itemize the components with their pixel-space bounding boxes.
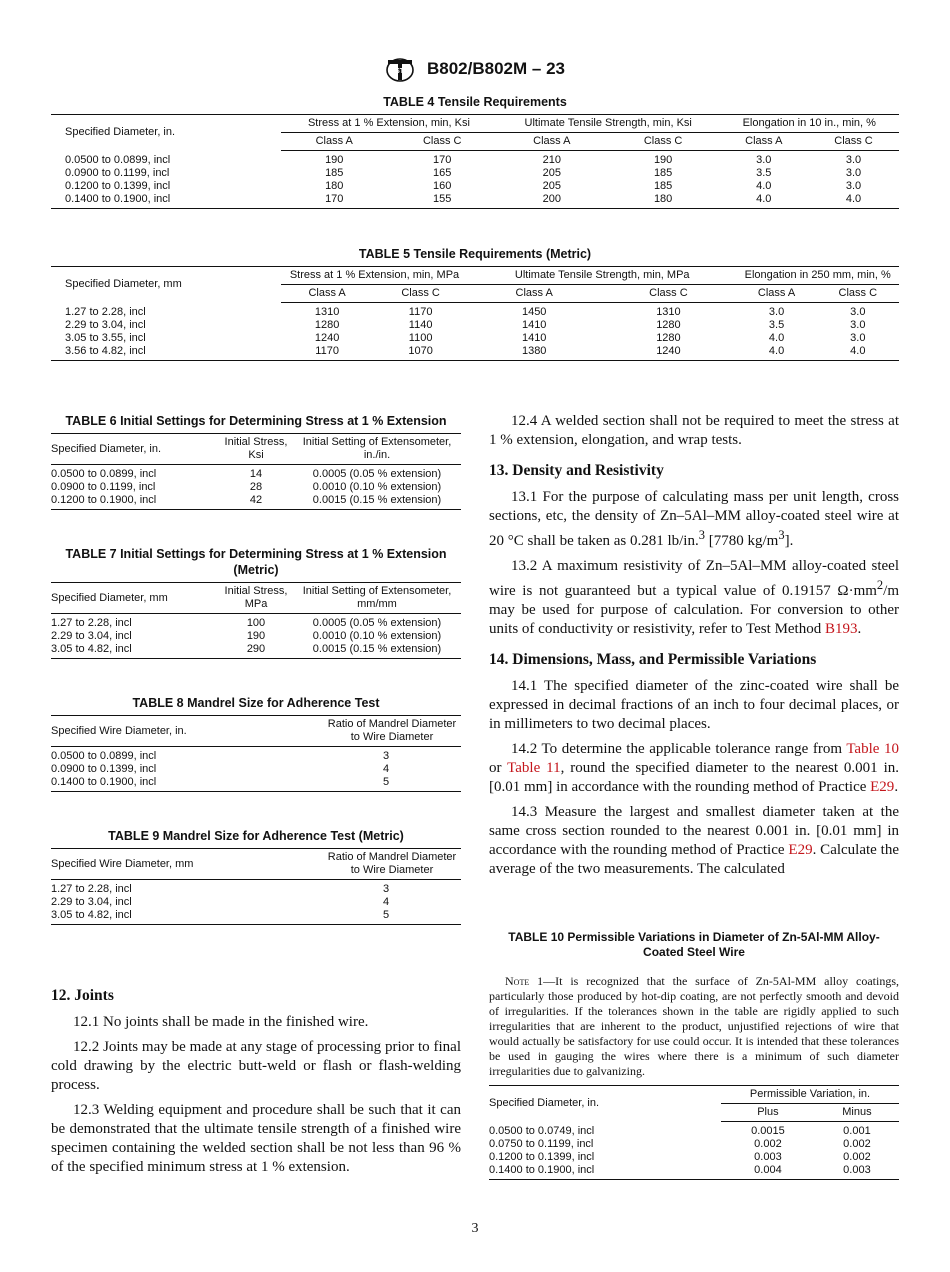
document-title: B802/B802M – 23 (427, 59, 565, 78)
table-cell: 2.29 to 3.04, incl (65, 319, 146, 331)
table-9 (51, 848, 461, 925)
table-cell: 3 (382, 750, 390, 762)
table-row (51, 763, 461, 776)
text-run: ]. (784, 533, 794, 549)
table-cell: 1.27 to 2.28, incl (65, 305, 146, 318)
table-subheader: Class C (817, 285, 899, 303)
table-6-block (51, 413, 461, 510)
table-cell: 185 (653, 167, 673, 179)
table-header: Initial Setting of Extensometer, in./in. (293, 434, 461, 465)
text-run: . (857, 621, 862, 637)
table-9-caption: TABLE 9 Mandrel Size for Adherence Test (Metric) (108, 829, 404, 843)
table-header: Elongation in 10 in., min, % (720, 115, 899, 133)
note-label: Note 1 (505, 974, 544, 988)
paragraph-13-2 (489, 557, 899, 639)
table-row (489, 1138, 899, 1151)
paragraph-12-4: 12.4 A welded section shall not be required to meet the stress at 1 % extension, elongation, and wrap tests. (489, 413, 899, 448)
table-cell: 0.001 (843, 1125, 871, 1137)
table-cell: 1380 (468, 345, 600, 361)
table-cell: 170 (433, 154, 452, 166)
table-cell: 0.0900 to 0.1199, incl (51, 481, 156, 493)
text-run: 14.3 Measure the largest and smallest diameter taken at the same cross section rounded to the nearest 0.001 in. [0.01 mm] in accordance with the rounding method of Practice (489, 804, 899, 858)
table-cell: 0.0015 (0.15 % extension) (293, 643, 461, 659)
table-cell: 3.05 to 4.82, incl (51, 643, 219, 659)
table-cell: 4.0 (808, 193, 899, 209)
table-5-caption: TABLE 5 Tensile Requirements (Metric) (358, 247, 592, 261)
table-header: Ultimate Tensile Strength, min, MPa (468, 267, 736, 285)
table-subheader: Class C (373, 285, 468, 303)
table-header: Stress at 1 % Extension, min, MPa (281, 267, 468, 285)
table-cell: 0.0500 to 0.0899, incl (65, 153, 171, 166)
page-header (0, 56, 950, 82)
text-run: 14.2 To determine the applicable tolerance range from (511, 741, 847, 757)
table-cell: 4 (382, 896, 390, 908)
table-cell: 290 (219, 643, 293, 659)
paragraph-12-2: 12.2 Joints may be made at any stage of processing prior to final cold drawing by the electric butt-weld or flash or flash-welding process. (51, 1039, 461, 1093)
text-run: /m may be used for purpose of calculation. For conversion to other units of conductivity or resistivity, refer to Test Method (489, 583, 899, 637)
table-header: Specified Wire Diameter, mm (51, 849, 311, 880)
table-cell: 0.002 (843, 1138, 871, 1150)
table-cell: 160 (433, 180, 452, 192)
table-cell: 200 (497, 193, 607, 209)
table-row (51, 643, 461, 659)
table-cell: 1140 (408, 319, 433, 331)
table-cell: 185 (653, 180, 673, 192)
table-cell: 3.0 (756, 154, 772, 166)
table-row (51, 896, 461, 909)
table-10 (489, 1085, 899, 1180)
table-row (51, 303, 899, 320)
table-cell: 0.0900 to 0.1199, incl (65, 167, 170, 179)
reference-link-e29[interactable]: E29 (870, 779, 895, 795)
table-header: Specified Diameter, mm (51, 267, 281, 303)
table-cell: 185 (325, 167, 344, 179)
reference-link-table-11[interactable]: Table 11 (507, 760, 561, 776)
table-5-block (51, 246, 899, 361)
table-subheader: Class A (497, 133, 607, 151)
table-cell: 210 (542, 154, 561, 166)
table-cell: 0.1400 to 0.1900, incl (51, 193, 281, 209)
table-7-block (51, 546, 461, 659)
table-cell: 0.0900 to 0.1399, incl (51, 763, 157, 775)
table-6 (51, 433, 461, 510)
paragraph-12-3: 12.3 Welding equipment and procedure shall be such that it can be demonstrated that the ultimate tensile strength of a finished wire specimen containing the welded section shall be not less than 96 % of the specified minimum stress at 1 % extension. (51, 1102, 461, 1175)
table-header: Permissible Variation, in. (721, 1086, 899, 1104)
table-cell: 3.0 (850, 306, 866, 318)
table-cell: 165 (433, 167, 452, 179)
table-row (51, 494, 461, 510)
table-8-block (51, 695, 461, 792)
table-row (51, 880, 461, 897)
table-cell: 28 (249, 481, 263, 493)
table-9-block (51, 828, 461, 925)
section-12-heading: 12. Joints (51, 987, 114, 1004)
table-cell: 4.0 (756, 180, 772, 192)
table-5 (51, 266, 899, 361)
table-cell: 0.0500 to 0.0899, incl (51, 468, 157, 480)
table-cell: 3 (382, 883, 390, 895)
table-cell: 0.003 (754, 1151, 782, 1163)
table-row (51, 193, 899, 209)
table-cell: 3.5 (768, 319, 785, 331)
reference-link-b193[interactable]: B193 (824, 621, 858, 637)
table-cell: 4.0 (736, 345, 816, 361)
table-subheader: Class A (736, 285, 816, 303)
paragraph-14-3 (489, 803, 899, 879)
reference-link-e29[interactable]: E29 (788, 842, 813, 858)
table-row (51, 776, 461, 792)
table-cell: 1.27 to 2.28, incl (51, 883, 132, 895)
table-header: Specified Diameter, in. (51, 115, 281, 151)
text-run: or (489, 760, 508, 776)
section-13-heading: 13. Density and Resistivity (489, 462, 664, 479)
table-cell: 0.1200 to 0.1900, incl (51, 494, 219, 510)
table-cell: 4.0 (817, 345, 899, 361)
right-column-text (489, 412, 899, 885)
table-cell: 3.05 to 3.55, incl (65, 332, 146, 344)
table-cell: 3.0 (768, 306, 785, 318)
table-row (51, 614, 461, 631)
table-cell: 42 (219, 494, 293, 510)
table-row (51, 481, 461, 494)
reference-link-table-10[interactable]: Table 10 (846, 741, 899, 757)
table-row (489, 1151, 899, 1164)
section-14-heading: 14. Dimensions, Mass, and Permissible Variations (489, 651, 817, 668)
table-cell: 205 (542, 180, 561, 192)
table-cell: 0.1200 to 0.1399, incl (65, 180, 171, 192)
table-cell: 1100 (408, 332, 433, 344)
table-subheader: Class C (607, 133, 720, 151)
table-cell: 190 (325, 154, 344, 166)
table-cell: 1410 (521, 332, 547, 344)
table-subheader: Class C (600, 285, 736, 303)
table-header: Specified Diameter, in. (489, 1086, 721, 1122)
table-cell: 190 (246, 630, 266, 642)
table-cell: 1170 (281, 345, 373, 361)
table-cell: 3.0 (850, 332, 866, 344)
section-12 (51, 987, 461, 1183)
table-cell: 14 (249, 468, 263, 480)
table-cell: 3.05 to 4.82, incl (51, 909, 311, 925)
table-cell: 1240 (314, 332, 340, 344)
table-row (489, 1164, 899, 1180)
table-row (51, 319, 899, 332)
table-header: Ratio of Mandrel Diameter to Wire Diameter (311, 716, 461, 747)
table-cell: 3.0 (845, 167, 862, 179)
paragraph-12-1: 12.1 No joints shall be made in the finished wire. (73, 1014, 369, 1030)
table-cell: 4.0 (768, 332, 785, 344)
table-cell: 0.0500 to 0.0899, incl (51, 750, 157, 762)
table-cell: 5 (311, 909, 461, 925)
page-number: 3 (471, 1221, 479, 1236)
paragraph-14-1: 14.1 The specified diameter of the zinc-coated wire shall be expressed in decimal fractions of an inch to four decimal places, or in millimeters to two decimal places. (489, 678, 899, 732)
table-8-caption: TABLE 8 Mandrel Size for Adherence Test (132, 696, 380, 710)
table-subheader: Class C (808, 133, 899, 151)
table-subheader: Class A (281, 133, 388, 151)
astm-logo-icon (385, 56, 415, 82)
table-cell: 155 (388, 193, 497, 209)
superscript: 2 (876, 578, 884, 592)
table-cell: 1070 (373, 345, 468, 361)
table-cell: 3.0 (845, 154, 862, 166)
table-4-block (51, 94, 899, 209)
table-cell: 0.0500 to 0.0749, incl (489, 1124, 595, 1137)
superscript: 3 (698, 528, 705, 542)
table-row (51, 747, 461, 764)
table-row (489, 1122, 899, 1139)
table-row (51, 167, 899, 180)
text-run: , round the specified diameter to the nearest 0.001 in. [0.01 mm] in accordance with the rounding method of Practice (489, 760, 899, 795)
table-cell: 0.0005 (0.05 % extension) (312, 468, 442, 480)
table-cell: 180 (607, 193, 720, 209)
table-cell: 2.29 to 3.04, incl (51, 896, 132, 908)
text-run: 13.2 A maximum resistivity of Zn–5Al–MM alloy-coated steel wire is not guaranteed but a typical value of 0.19157 Ω·mm (489, 558, 899, 599)
table-10-note (489, 974, 899, 1079)
paragraph-13-1 (489, 488, 899, 551)
table-row (51, 630, 461, 643)
table-header: Initial Setting of Extensometer, mm/mm (293, 583, 461, 614)
table-subheader: Plus (721, 1104, 815, 1122)
table-cell: 0.002 (843, 1151, 871, 1163)
table-row (51, 180, 899, 193)
table-header: Specified Diameter, mm (51, 583, 219, 614)
table-subheader: Class A (281, 285, 373, 303)
table-cell: 1280 (656, 319, 681, 331)
table-cell: 1310 (656, 306, 681, 318)
table-4 (51, 114, 899, 209)
table-cell: 0.0750 to 0.1199, incl (489, 1138, 594, 1150)
table-row (51, 345, 899, 361)
table-header: Specified Wire Diameter, in. (51, 716, 311, 747)
table-4-caption: TABLE 4 Tensile Requirements (383, 95, 567, 109)
table-subheader: Class A (720, 133, 809, 151)
table-cell: 5 (311, 776, 461, 792)
table-cell: 4.0 (720, 193, 809, 209)
table-cell: 1310 (314, 306, 340, 318)
text-run: . Calculate the average of the two measurements. The calculated (489, 842, 900, 877)
table-row (51, 465, 461, 482)
table-cell: 2.29 to 3.04, incl (51, 630, 132, 642)
table-subheader: Minus (815, 1104, 899, 1122)
table-cell: 0.1400 to 0.1900, incl (489, 1164, 721, 1180)
table-cell: 0.002 (754, 1138, 782, 1150)
table-cell: 0.0010 (0.10 % extension) (312, 481, 442, 493)
text-run: 13.1 For the purpose of calculating mass per unit length, cross sections, etc, the density of Zn–5Al–MM alloy-coated steel wire at 20 °C shall be taken as 0.281 lb/in. (489, 489, 899, 549)
table-10-caption: TABLE 10 Permissible Variations in Diameter of Zn-5Al-MM Alloy-Coated Steel Wire (508, 930, 880, 959)
table-row (51, 909, 461, 925)
table-cell: 3.5 (756, 167, 772, 179)
table-cell: 180 (325, 180, 344, 192)
table-header: Stress at 1 % Extension, min, Ksi (281, 115, 497, 133)
table-cell: 0.0015 (0.15 % extension) (293, 494, 461, 510)
text-run: [7780 kg/m (704, 533, 779, 549)
paragraph-14-2 (489, 740, 899, 797)
table-cell: 0.0005 (0.05 % extension) (312, 617, 442, 629)
table-header: Elongation in 250 mm, min, % (736, 267, 899, 285)
table-subheader: Class A (468, 285, 600, 303)
table-cell: 1410 (521, 319, 547, 331)
table-7 (51, 582, 461, 659)
table-header: Ratio of Mandrel Diameter to Wire Diameter (311, 849, 461, 880)
svg-text:ASTM: ASTM (390, 68, 410, 75)
table-cell: 3.0 (845, 180, 862, 192)
table-cell: 0.003 (815, 1164, 899, 1180)
table-header: Ultimate Tensile Strength, min, Ksi (497, 115, 720, 133)
table-cell: 190 (653, 154, 673, 166)
table-cell: 1240 (600, 345, 736, 361)
superscript: 3 (778, 528, 785, 542)
table-cell: 170 (281, 193, 388, 209)
table-cell: 0.1400 to 0.1900, incl (51, 776, 311, 792)
table-8 (51, 715, 461, 792)
table-row (51, 151, 899, 168)
table-row (51, 332, 899, 345)
table-cell: 0.1200 to 0.1399, incl (489, 1151, 595, 1163)
table-7-caption: TABLE 7 Initial Settings for Determining Stress at 1 % Extension (Metric) (65, 547, 447, 577)
text-run: . (894, 779, 899, 795)
table-cell: 0.0015 (751, 1125, 785, 1137)
table-cell: 1.27 to 2.28, incl (51, 617, 132, 629)
table-cell: 1170 (408, 306, 433, 318)
table-cell: 4 (382, 763, 390, 775)
table-cell: 0.004 (721, 1164, 815, 1180)
table-cell: 0.0010 (0.10 % extension) (312, 630, 442, 642)
table-header: Initial Stress, MPa (219, 583, 293, 614)
table-header: Initial Stress, Ksi (219, 434, 293, 465)
table-cell: 3.0 (850, 319, 866, 331)
note-text: —It is recognized that the surface of Zn-5Al-MM alloy coatings, particularly those produced by hot-dip coating, are not perfectly smooth and devoid of irregularities. If the tolerances shown in the table are rigidly applied to such irregularities that are inherent to the product, unjustified rejections of wire that would actually be satisfactory for use could occur. It is intended that these tolerances be used in gauging the wires where there is a minimum of such diameter irregularities due to galvanizing. (489, 974, 900, 1078)
table-10-block (489, 930, 899, 1180)
table-cell: 1280 (314, 319, 340, 331)
table-cell: 1450 (521, 306, 547, 318)
table-header: Specified Diameter, in. (51, 434, 219, 465)
table-subheader: Class C (388, 133, 497, 151)
table-cell: 100 (246, 617, 266, 629)
table-cell: 205 (542, 167, 561, 179)
table-cell: 3.56 to 4.82, incl (51, 345, 281, 361)
table-cell: 1280 (656, 332, 681, 344)
table-6-caption: TABLE 6 Initial Settings for Determining Stress at 1 % Extension (65, 414, 447, 428)
